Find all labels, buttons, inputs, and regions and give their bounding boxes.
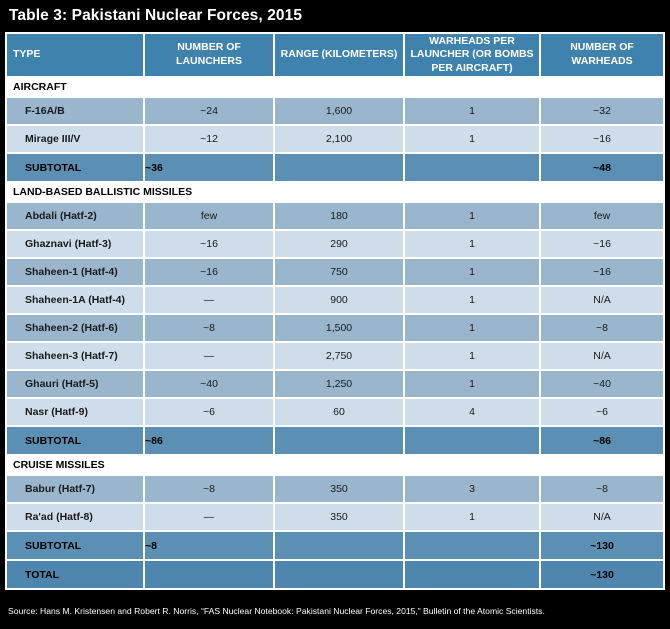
row-warheads: N/A	[540, 286, 664, 314]
subtotal-warheads: ~86	[540, 426, 664, 455]
table-row	[6, 97, 664, 125]
row-launchers: ~6	[144, 398, 274, 426]
row-per: 1	[404, 286, 540, 314]
row-range: 350	[274, 475, 404, 503]
row-type: Shaheen-1 (Hatf-4)	[6, 258, 144, 286]
subtotal-launchers: ~86	[144, 426, 274, 455]
section-label: CRUISE MISSILES	[6, 455, 664, 475]
section-label: LAND-BASED BALLISTIC MISSILES	[6, 182, 664, 202]
header-warheads-per: WARHEADS PER LAUNCHER (OR BOMBS PER AIRCRAFT)	[404, 33, 540, 77]
subtotal-label: SUBTOTAL	[6, 153, 144, 182]
row-launchers: ~16	[144, 258, 274, 286]
row-per: 1	[404, 370, 540, 398]
section-label: AIRCRAFT	[6, 77, 664, 97]
table-row	[6, 475, 664, 503]
source-note: Source: Hans M. Kristensen and Robert R. Norris, “FAS Nuclear Notebook: Pakistani Nuclear Forces, 2015,” Bulletin of the Atomic Scientists.	[8, 606, 545, 616]
row-range: 290	[274, 230, 404, 258]
row-type: F-16A/B	[6, 97, 144, 125]
section-row-cruise	[6, 455, 664, 475]
row-launchers: ~8	[144, 475, 274, 503]
row-launchers: ~8	[144, 314, 274, 342]
row-type: Ra'ad (Hatf-8)	[6, 503, 144, 531]
section-row-aircraft	[6, 77, 664, 97]
table-row	[6, 398, 664, 426]
row-launchers: —	[144, 342, 274, 370]
table-body	[6, 77, 664, 589]
nuclear-forces-table	[5, 32, 665, 590]
row-warheads: N/A	[540, 503, 664, 531]
subtotal-row-cruise	[6, 531, 664, 560]
row-per: 1	[404, 314, 540, 342]
row-type: Ghaznavi (Hatf-3)	[6, 230, 144, 258]
subtotal-label: SUBTOTAL	[6, 531, 144, 560]
header-warheads: NUMBER OF WARHEADS	[540, 33, 664, 77]
row-launchers: ~12	[144, 125, 274, 153]
row-warheads: ~16	[540, 230, 664, 258]
subtotal-launchers: ~36	[144, 153, 274, 182]
table-row	[6, 370, 664, 398]
row-launchers: —	[144, 503, 274, 531]
row-type: Abdali (Hatf-2)	[6, 202, 144, 230]
total-warheads: ~130	[540, 560, 664, 589]
header-range: RANGE (KILOMETERS)	[274, 33, 404, 77]
row-warheads: ~8	[540, 314, 664, 342]
row-per: 1	[404, 503, 540, 531]
row-range: 2,100	[274, 125, 404, 153]
row-launchers: —	[144, 286, 274, 314]
row-range: 900	[274, 286, 404, 314]
total-row	[6, 560, 664, 589]
row-range: 750	[274, 258, 404, 286]
row-range: 180	[274, 202, 404, 230]
row-launchers: ~16	[144, 230, 274, 258]
row-per: 4	[404, 398, 540, 426]
row-range: 350	[274, 503, 404, 531]
row-type: Shaheen-2 (Hatf-6)	[6, 314, 144, 342]
row-per: 1	[404, 97, 540, 125]
subtotal-empty	[404, 426, 540, 455]
header-launchers: NUMBER OF LAUNCHERS	[144, 33, 274, 77]
table-row	[6, 230, 664, 258]
table-row	[6, 503, 664, 531]
row-launchers: ~24	[144, 97, 274, 125]
subtotal-empty	[274, 426, 404, 455]
section-row-ballistic	[6, 182, 664, 202]
row-type: Mirage III/V	[6, 125, 144, 153]
total-label: TOTAL	[6, 560, 144, 589]
row-type: Nasr (Hatf-9)	[6, 398, 144, 426]
total-empty	[274, 560, 404, 589]
row-type: Ghauri (Hatf-5)	[6, 370, 144, 398]
header-row	[6, 33, 664, 77]
subtotal-label: SUBTOTAL	[6, 426, 144, 455]
table-row	[6, 286, 664, 314]
table-row	[6, 258, 664, 286]
row-warheads: ~16	[540, 258, 664, 286]
table-row	[6, 314, 664, 342]
row-per: 1	[404, 342, 540, 370]
subtotal-row-ballistic	[6, 426, 664, 455]
subtotal-empty	[274, 531, 404, 560]
row-per: 1	[404, 258, 540, 286]
row-type: Babur (Hatf-7)	[6, 475, 144, 503]
subtotal-row-aircraft	[6, 153, 664, 182]
row-warheads: ~40	[540, 370, 664, 398]
row-warheads: ~8	[540, 475, 664, 503]
row-type: Shaheen-1A (Hatf-4)	[6, 286, 144, 314]
subtotal-empty	[404, 153, 540, 182]
total-empty	[144, 560, 274, 589]
row-warheads: ~16	[540, 125, 664, 153]
row-range: 1,500	[274, 314, 404, 342]
subtotal-empty	[404, 531, 540, 560]
table-row	[6, 202, 664, 230]
row-warheads: N/A	[540, 342, 664, 370]
row-per: 3	[404, 475, 540, 503]
subtotal-warheads: ~48	[540, 153, 664, 182]
row-per: 1	[404, 230, 540, 258]
table-title: Table 3: Pakistani Nuclear Forces, 2015	[9, 7, 303, 24]
total-empty	[404, 560, 540, 589]
table-container	[5, 32, 663, 590]
subtotal-warheads: ~130	[540, 531, 664, 560]
table-row	[6, 125, 664, 153]
row-warheads: ~6	[540, 398, 664, 426]
row-launchers: ~40	[144, 370, 274, 398]
row-warheads: few	[540, 202, 664, 230]
row-per: 1	[404, 202, 540, 230]
subtotal-empty	[274, 153, 404, 182]
row-warheads: ~32	[540, 97, 664, 125]
subtotal-launchers: ~8	[144, 531, 274, 560]
row-range: 1,250	[274, 370, 404, 398]
row-range: 60	[274, 398, 404, 426]
row-range: 1,600	[274, 97, 404, 125]
row-launchers: few	[144, 202, 274, 230]
header-type: TYPE	[6, 33, 144, 77]
row-type: Shaheen-3 (Hatf-7)	[6, 342, 144, 370]
row-per: 1	[404, 125, 540, 153]
table-row	[6, 342, 664, 370]
row-range: 2,750	[274, 342, 404, 370]
